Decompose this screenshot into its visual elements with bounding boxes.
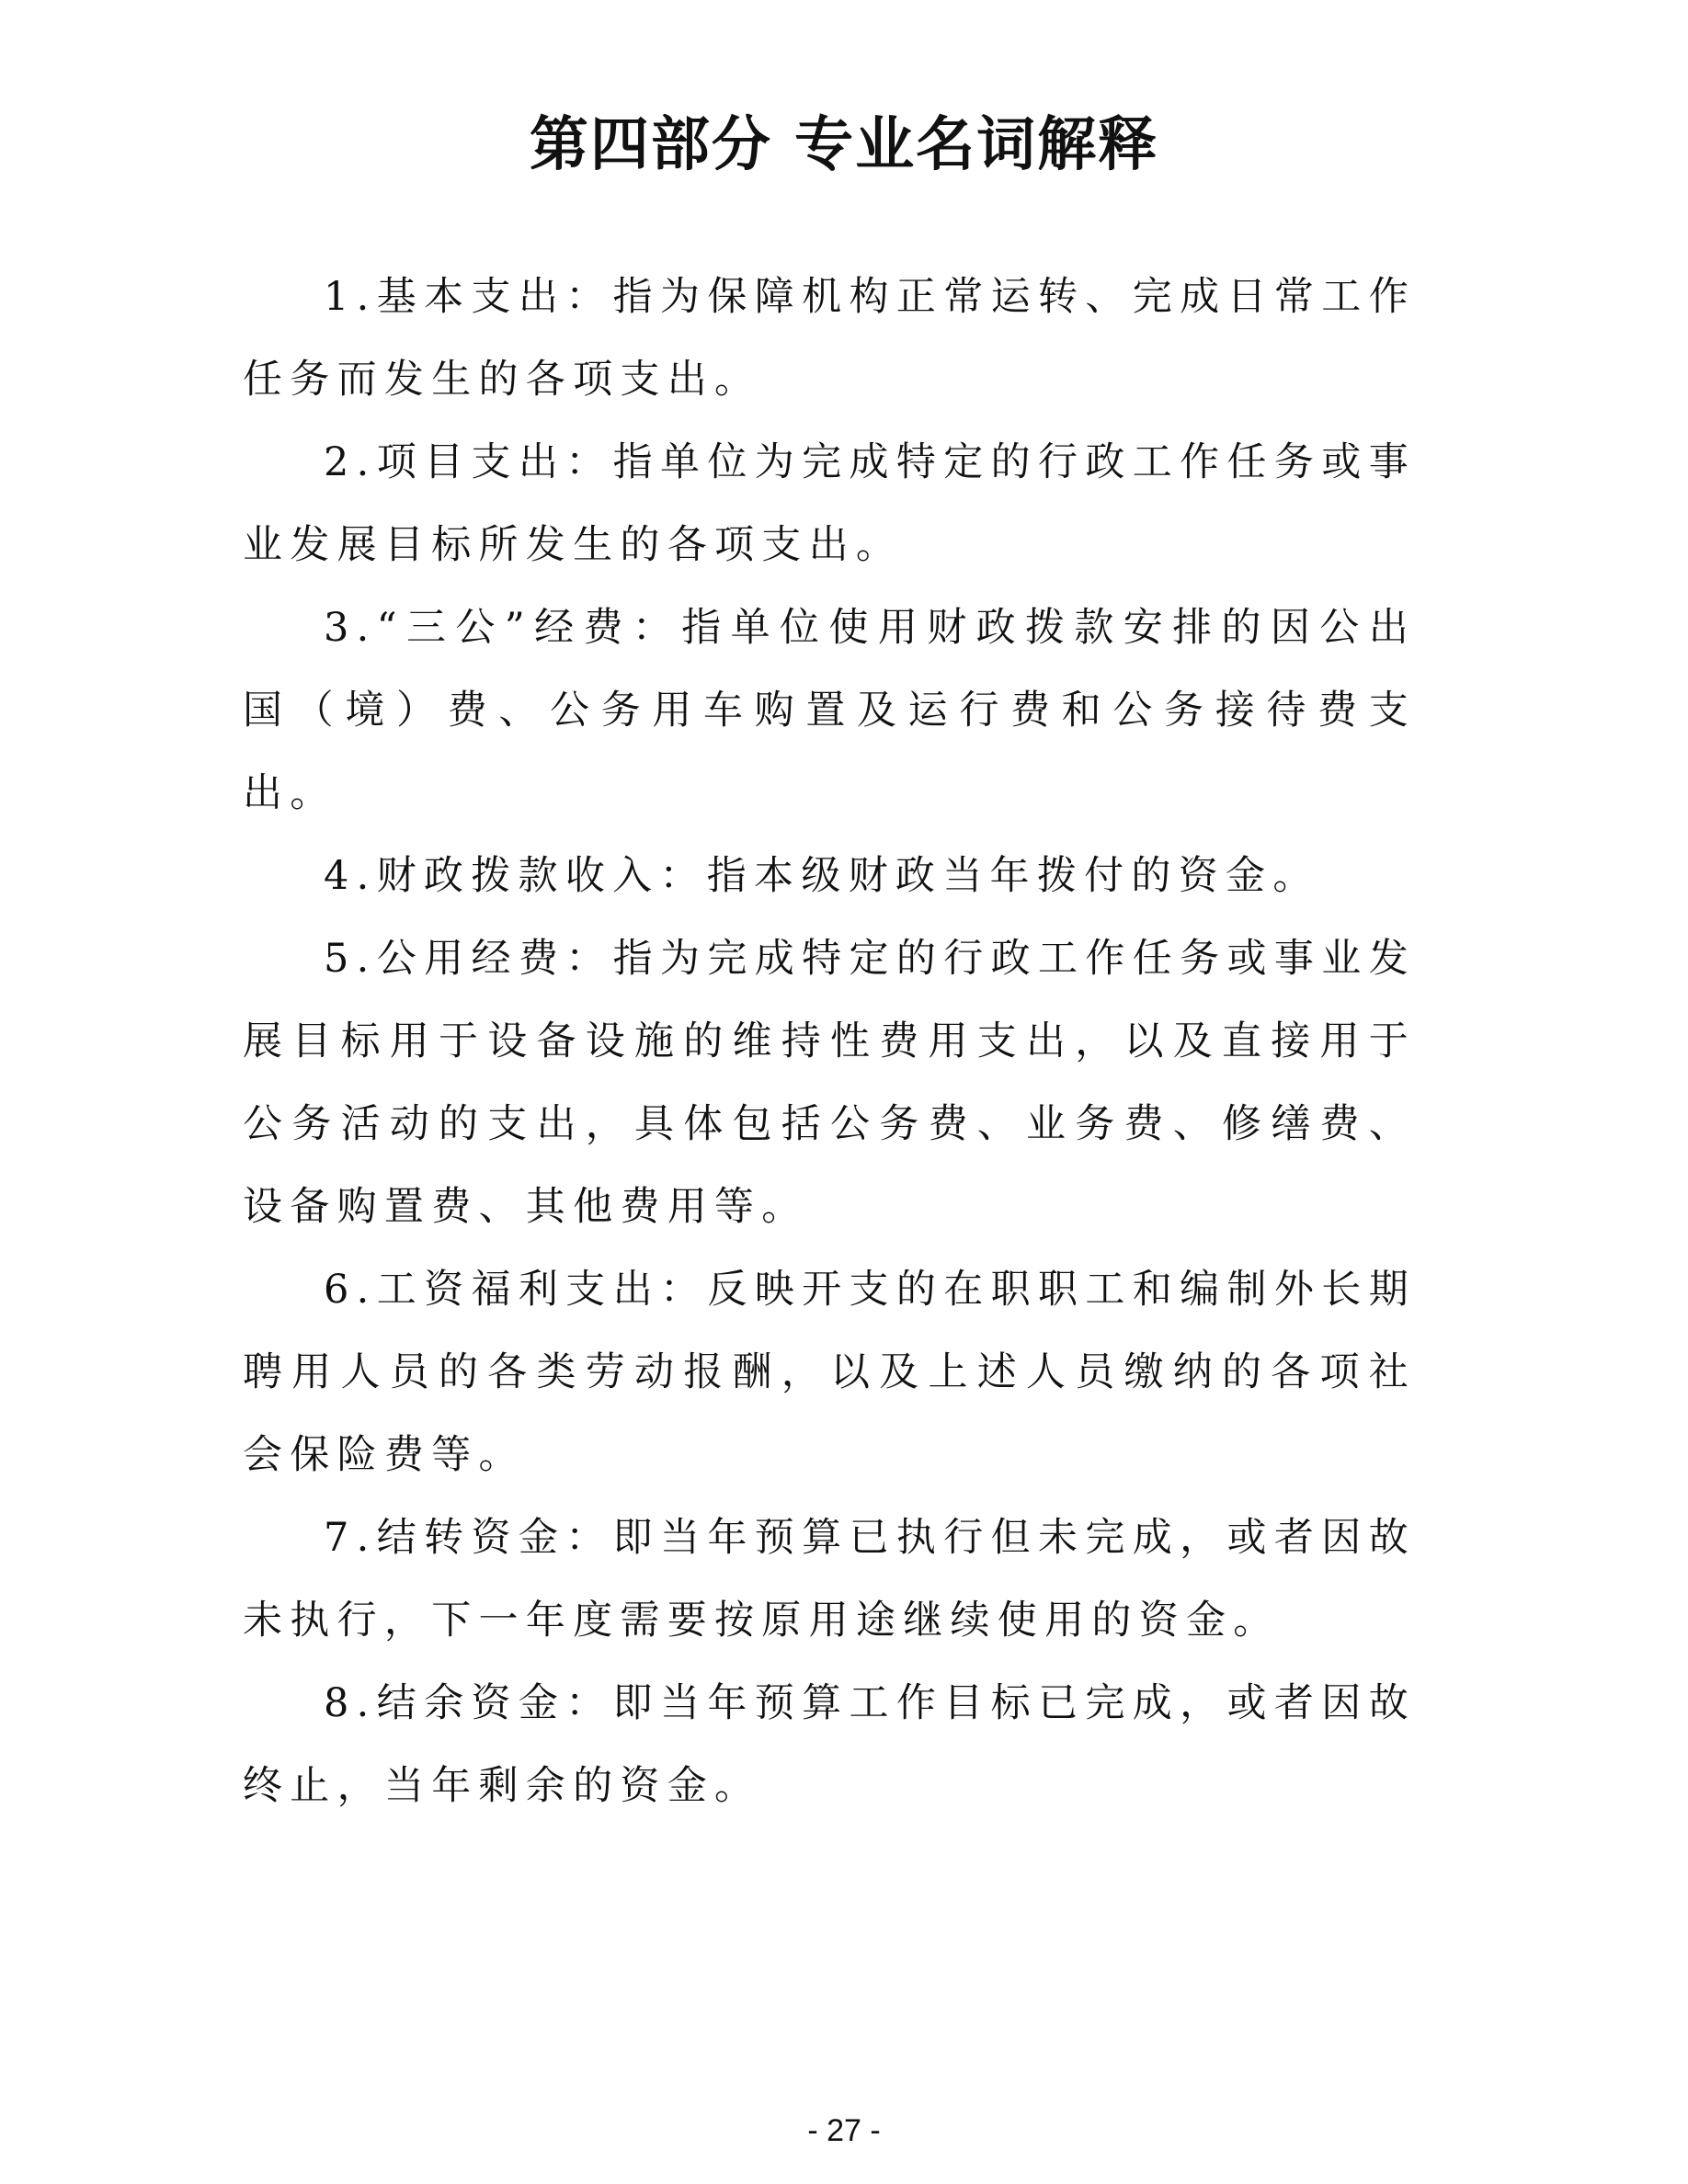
page-title: 第四部分 专业名词解释 bbox=[529, 111, 1159, 179]
glossary-item-public-expenses: 5.公用经费：指为完成特定的行政工作任务或事业发展目标用于设备设施的维持性费用支出，以及直接用于公务活动的支出，具体包括公务费、业务费、修缮费、设备购置费、其他费用等。 bbox=[243, 936, 1416, 1230]
glossary-body bbox=[243, 256, 1416, 1827]
glossary-item-project-expenditure: 2.项目支出：指单位为完成特定的行政工作任务或事业发展目标所发生的各项支出。 bbox=[243, 439, 1416, 568]
page-number: - 27 - bbox=[807, 2113, 881, 2148]
glossary-item-wage-welfare-expenditure: 6.工资福利支出：反映开支的在职职工和编制外长期聘用人员的各类劳动报酬，以及上述人员缴纳的各项社会保险费等。 bbox=[243, 1267, 1416, 1478]
glossary-item-basic-expenditure: 1.基本支出：指为保障机构正常运转、完成日常工作任务而发生的各项支出。 bbox=[243, 274, 1416, 403]
glossary-item-carryover-funds: 7.结转资金：即当年预算已执行但未完成，或者因故未执行，下一年度需要按原用途继续使用的资金。 bbox=[243, 1515, 1416, 1644]
glossary-item-three-public-expenses: 3.“三公”经费：指单位使用财政拨款安排的因公出国（境）费、公务用车购置及运行费和公务接待费支出。 bbox=[243, 605, 1416, 816]
glossary-item-surplus-funds: 8.结余资金：即当年预算工作目标已完成，或者因故终止，当年剩余的资金。 bbox=[243, 1680, 1416, 1809]
glossary-item-fiscal-appropriation-income: 4.财政拨款收入：指本级财政当年拨付的资金。 bbox=[324, 853, 1320, 899]
